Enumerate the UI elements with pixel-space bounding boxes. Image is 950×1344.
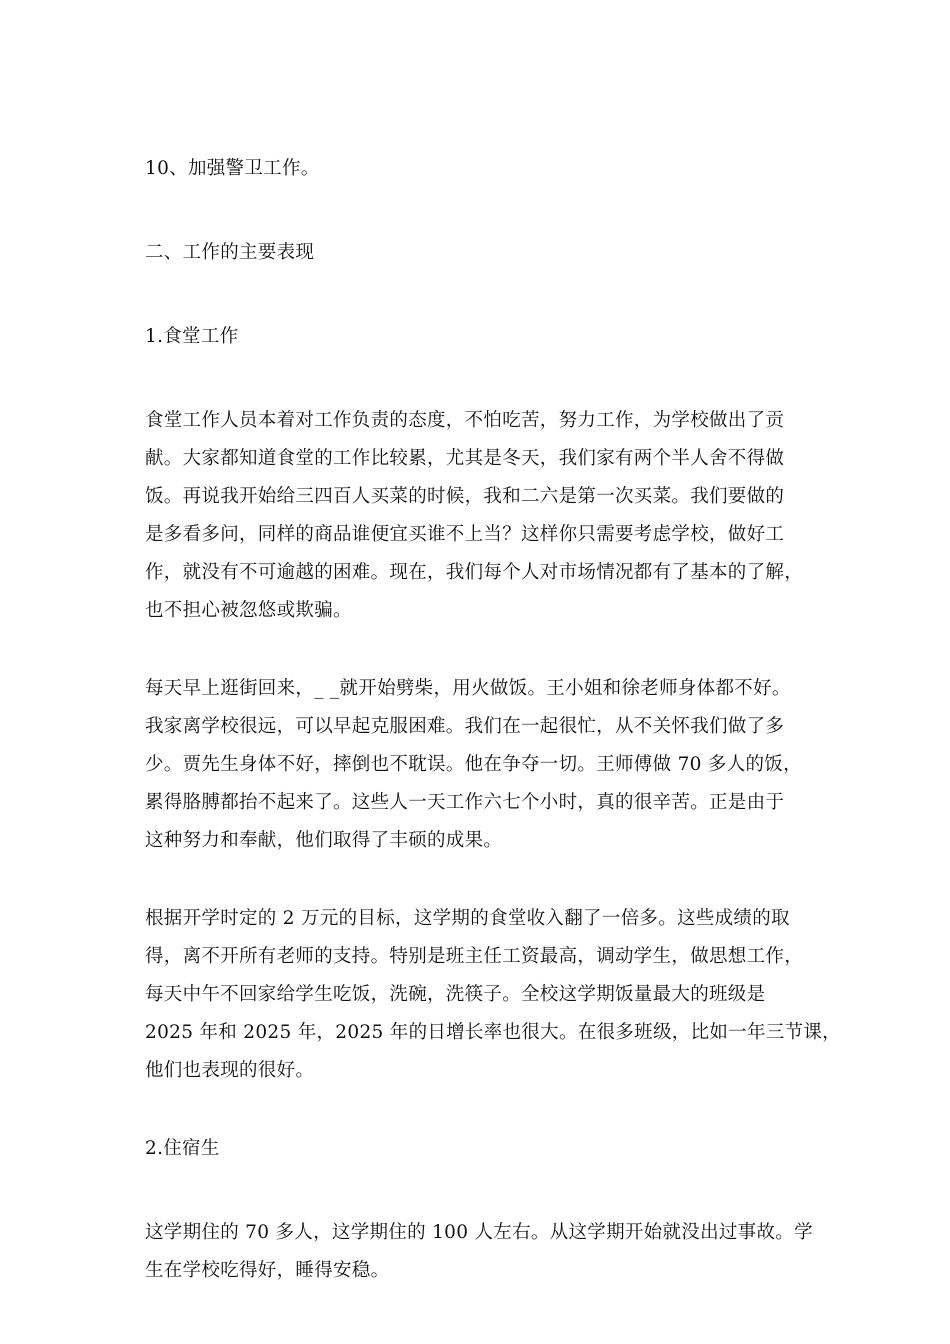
text-line: 得，离不开所有老师的支持。特别是班主任工资最高，调动学生，做思想工作， — [145, 946, 804, 967]
text-line: 根据开学时定的 2 万元的目标，这学期的食堂收入翻了一倍多。这些成绩的取 — [145, 908, 790, 929]
text-line: 我家离学校很远，可以早起克服困难。我们在一起很忙，从不关怀我们做了多 — [145, 716, 785, 737]
text-line: 献。大家都知道食堂的工作比较累，尤其是冬天，我们家有两个半人舍不得做 — [145, 448, 785, 469]
paragraph-income-results — [145, 900, 841, 1090]
text-line: 少。贾先生身体不好，摔倒也不耽误。他在争夺一切。王师傅做 70 多人的饭， — [145, 754, 802, 775]
text-line: 这种努力和奉献，他们取得了丰硕的成果。 — [145, 830, 503, 851]
heading-canteen-work: 1.食堂工作 — [145, 326, 239, 347]
text-line: 每天中午不回家给学生吃饭，洗碗，洗筷子。全校这学期饭量最大的班级是 — [145, 984, 766, 1005]
text-line: 2025 年和 2025 年，2025 年的日增长率也很大。在很多班级，比如一年三节课， — [145, 1022, 841, 1043]
paragraph-canteen-attitude — [145, 402, 810, 630]
heading-main-performance: 二、工作的主要表现 — [145, 242, 315, 263]
text-line: 生在学校吃得好，睡得安稳。 — [145, 1260, 390, 1281]
text-line: 饭。再说我开始给三四百人买菜的时候，我和二六是第一次买菜。我们要做的 — [145, 486, 785, 507]
text-line: 是多看多问，同样的商品谁便宜买谁不上当？这样你只需要考虑学校，做好工 — [145, 524, 785, 545]
document-body — [145, 150, 841, 1330]
paragraph-daily-work — [145, 670, 810, 860]
text-line: 他们也表现的很好。 — [145, 1060, 315, 1081]
text-line: 累得胳膊都抬不起来了。这些人一天工作六七个小时，真的很辛苦。正是由于 — [145, 792, 785, 813]
heading-security-work: 10、加强警卫工作。 — [145, 158, 320, 179]
text-line: 这学期住的 70 多人，这学期住的 100 人左右。从这学期开始就没出过事故。学 — [145, 1222, 813, 1243]
text-line: 也不担心被忽悠或欺骗。 — [145, 600, 352, 621]
text-line: 作，就没有不可逾越的困难。现在，我们每个人对市场情况都有了基本的了解， — [145, 562, 804, 583]
text-line: 每天早上逛街回来，_ _就开始劈柴，用火做饭。王小姐和徐老师身体都不好。 — [145, 678, 791, 699]
heading-boarding-students: 2.住宿生 — [145, 1138, 220, 1159]
paragraph-boarding — [145, 1214, 813, 1290]
text-line: 食堂工作人员本着对工作负责的态度，不怕吃苦，努力工作，为学校做出了贡 — [145, 410, 785, 431]
